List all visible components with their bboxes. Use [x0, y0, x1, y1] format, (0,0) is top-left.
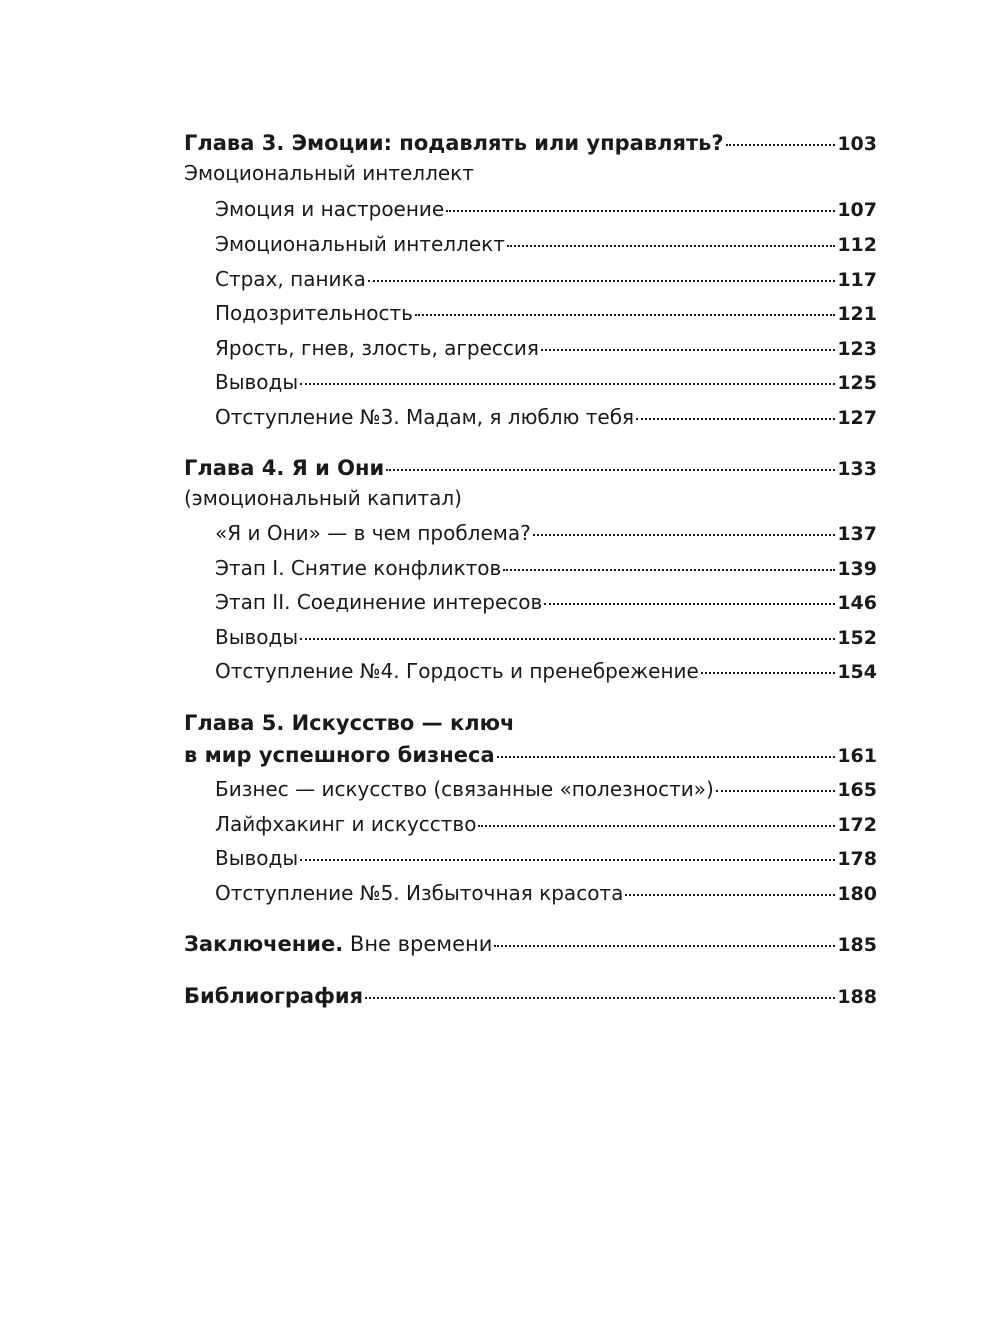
toc-item[interactable] — [215, 518, 877, 548]
toc-item[interactable] — [215, 774, 877, 804]
dot-leader — [446, 210, 835, 212]
chapter-subtitle — [184, 158, 877, 188]
dot-leader — [625, 894, 835, 896]
bibliography-title: Библиография — [184, 984, 364, 1008]
page-number: 161 — [837, 745, 877, 767]
page-number: 152 — [837, 627, 877, 649]
chapter-subtitle-text: Эмоциональный интеллект — [184, 161, 474, 185]
dot-leader — [365, 997, 835, 999]
conclusion-subtitle: Вне времени — [343, 932, 493, 956]
toc-item-title: Подозрительность — [215, 301, 413, 325]
toc-item-title: Отступление №4. Гордость и пренебрежение — [215, 659, 699, 683]
dot-leader — [544, 603, 835, 605]
toc-item[interactable] — [215, 264, 877, 294]
toc-item-title: Выводы — [215, 370, 299, 394]
page-number: 127 — [837, 407, 877, 429]
dot-leader — [636, 418, 835, 420]
toc-item-title: Отступление №3. Мадам, я люблю тебя — [215, 405, 635, 429]
dot-leader — [415, 314, 835, 316]
chapter-title: Глава 4. Я и Они — [184, 456, 385, 480]
page-number: 188 — [837, 986, 877, 1008]
dot-leader — [300, 638, 835, 640]
dot-leader — [503, 569, 835, 571]
dot-leader — [386, 469, 835, 471]
dot-leader — [541, 349, 835, 351]
toc-item[interactable] — [215, 402, 877, 432]
chapter-subtitle-text: (эмоциональный капитал) — [184, 486, 462, 510]
dot-leader — [368, 280, 835, 282]
chapter-subtitle — [184, 483, 877, 513]
dot-leader — [533, 534, 836, 536]
conclusion-title — [184, 929, 492, 959]
page-number: 137 — [837, 523, 877, 545]
toc-item-title: Эмоция и настроение — [215, 197, 445, 221]
toc-item[interactable] — [215, 298, 877, 328]
toc-item[interactable] — [215, 656, 877, 686]
toc-item[interactable] — [215, 878, 877, 908]
toc-item[interactable] — [215, 367, 877, 397]
page-number: 125 — [837, 372, 877, 394]
toc-bibliography[interactable] — [184, 981, 877, 1011]
page-number: 165 — [837, 779, 877, 801]
page-number: 139 — [837, 558, 877, 580]
dot-leader — [300, 859, 835, 861]
page-number: 172 — [837, 814, 877, 836]
toc-item-title: Ярость, гнев, злость, агрессия — [215, 336, 539, 360]
conclusion-label: Заключение. — [184, 932, 344, 956]
dot-leader — [497, 756, 836, 758]
toc-item[interactable] — [215, 333, 877, 363]
dot-leader — [716, 790, 836, 792]
page-number: 133 — [837, 458, 877, 480]
page-number: 178 — [837, 848, 877, 870]
toc-item-title: «Я и Они» — в чем проблема? — [215, 521, 531, 545]
toc-item-title: Этап I. Снятие конфликтов — [215, 556, 502, 580]
toc-item[interactable] — [215, 587, 877, 617]
page-number: 107 — [837, 199, 877, 221]
toc-item-title: Бизнес — искусство (связанные «полезности») — [215, 777, 714, 801]
page-number: 103 — [837, 133, 877, 155]
toc-item[interactable] — [215, 843, 877, 873]
toc-item[interactable] — [215, 229, 877, 259]
page-number: 123 — [837, 338, 877, 360]
page-number: 146 — [837, 592, 877, 614]
dot-leader — [507, 245, 835, 247]
toc-chapter-5[interactable] — [184, 740, 877, 770]
page-number: 180 — [837, 883, 877, 905]
toc-item[interactable] — [215, 194, 877, 224]
toc-item-title: Отступление №5. Избыточная красота — [215, 881, 624, 905]
page-number: 117 — [837, 269, 877, 291]
dot-leader — [478, 825, 835, 827]
toc-chapter-4[interactable] — [184, 453, 877, 483]
dot-leader — [701, 672, 835, 674]
toc-item-title: Этап II. Соединение интересов — [215, 590, 543, 614]
toc-chapter-5-line1[interactable] — [184, 708, 877, 738]
toc-chapter-3[interactable] — [184, 128, 877, 158]
toc-item-title: Лайфхакинг и искусство — [215, 812, 477, 836]
page-number: 112 — [837, 234, 877, 256]
toc-item-title: Страх, паника — [215, 267, 366, 291]
toc-item-title: Выводы — [215, 625, 299, 649]
chapter-title: Глава 3. Эмоции: подавлять или управлять? — [184, 131, 724, 155]
page-number: 121 — [837, 303, 877, 325]
dot-leader — [300, 383, 835, 385]
toc-item[interactable] — [215, 553, 877, 583]
toc-item[interactable] — [215, 809, 877, 839]
toc-conclusion[interactable] — [184, 929, 877, 959]
dot-leader — [494, 945, 835, 947]
page-number: 185 — [837, 934, 877, 956]
dot-leader — [726, 144, 836, 146]
page-number: 154 — [837, 661, 877, 683]
chapter-title: Глава 5. Искусство — ключ — [184, 711, 515, 735]
toc-item-title: Эмоциональный интеллект — [215, 232, 505, 256]
chapter-title: в мир успешного бизнеса — [184, 743, 495, 767]
toc-item-title: Выводы — [215, 846, 299, 870]
toc-item[interactable] — [215, 622, 877, 652]
